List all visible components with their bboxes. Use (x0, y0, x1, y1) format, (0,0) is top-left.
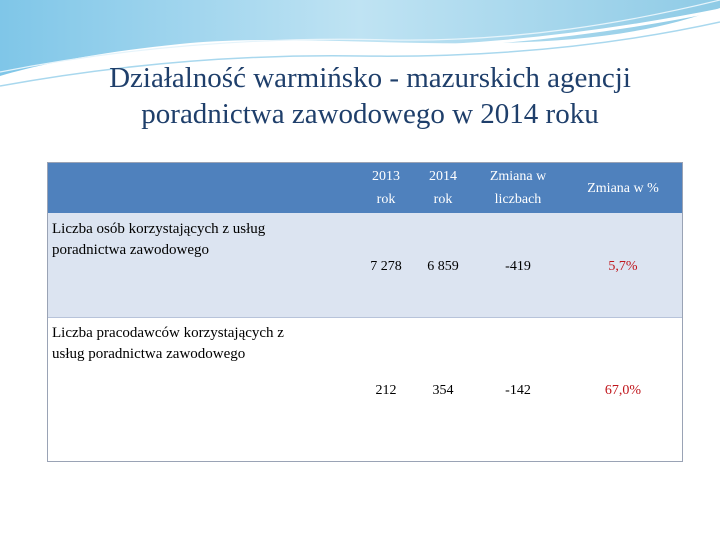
column-header-line: liczbach (494, 192, 542, 207)
column-header-change-percent (568, 165, 678, 211)
column-header-line: Zmiana w (489, 169, 547, 184)
row-label-persons (52, 219, 265, 261)
cell-2014: 354 (432, 383, 454, 398)
column-header-line: 2013 (372, 169, 400, 184)
slide-title-line1: Działalność warmińsko - mazurskich agencji (109, 62, 631, 94)
row-divider (48, 317, 682, 318)
cell-change-percent: 67,0% (604, 383, 642, 398)
slide-title (30, 60, 710, 132)
agency-activity-table (47, 162, 683, 462)
cell-2013: 212 (375, 383, 397, 398)
column-header-line: 2014 (429, 169, 457, 184)
slide-title-line2: poradnictwa zawodowego w 2014 roku (141, 98, 599, 130)
row-label-line: usług poradnictwa zawodowego (52, 346, 246, 362)
row-label-line: poradnictwa zawodowego (52, 242, 210, 258)
column-header-line: Zmiana w % (587, 180, 659, 196)
column-header-line: rok (433, 192, 453, 207)
cell-2013: 7 278 (370, 259, 402, 274)
row-label-line: Liczba pracodawców korzystających z (52, 325, 284, 341)
column-header-change-number (468, 165, 568, 211)
column-header-line: rok (376, 192, 396, 207)
row-label-employers (52, 323, 284, 365)
column-header-2014 (410, 165, 476, 211)
cell-change-percent: 5,7% (608, 259, 638, 274)
cell-2014: 6 859 (427, 259, 459, 274)
cell-change-number: -419 (505, 259, 531, 274)
cell-change-number: -142 (505, 383, 531, 398)
row-label-line: Liczba osób korzystających z usług (52, 221, 266, 237)
